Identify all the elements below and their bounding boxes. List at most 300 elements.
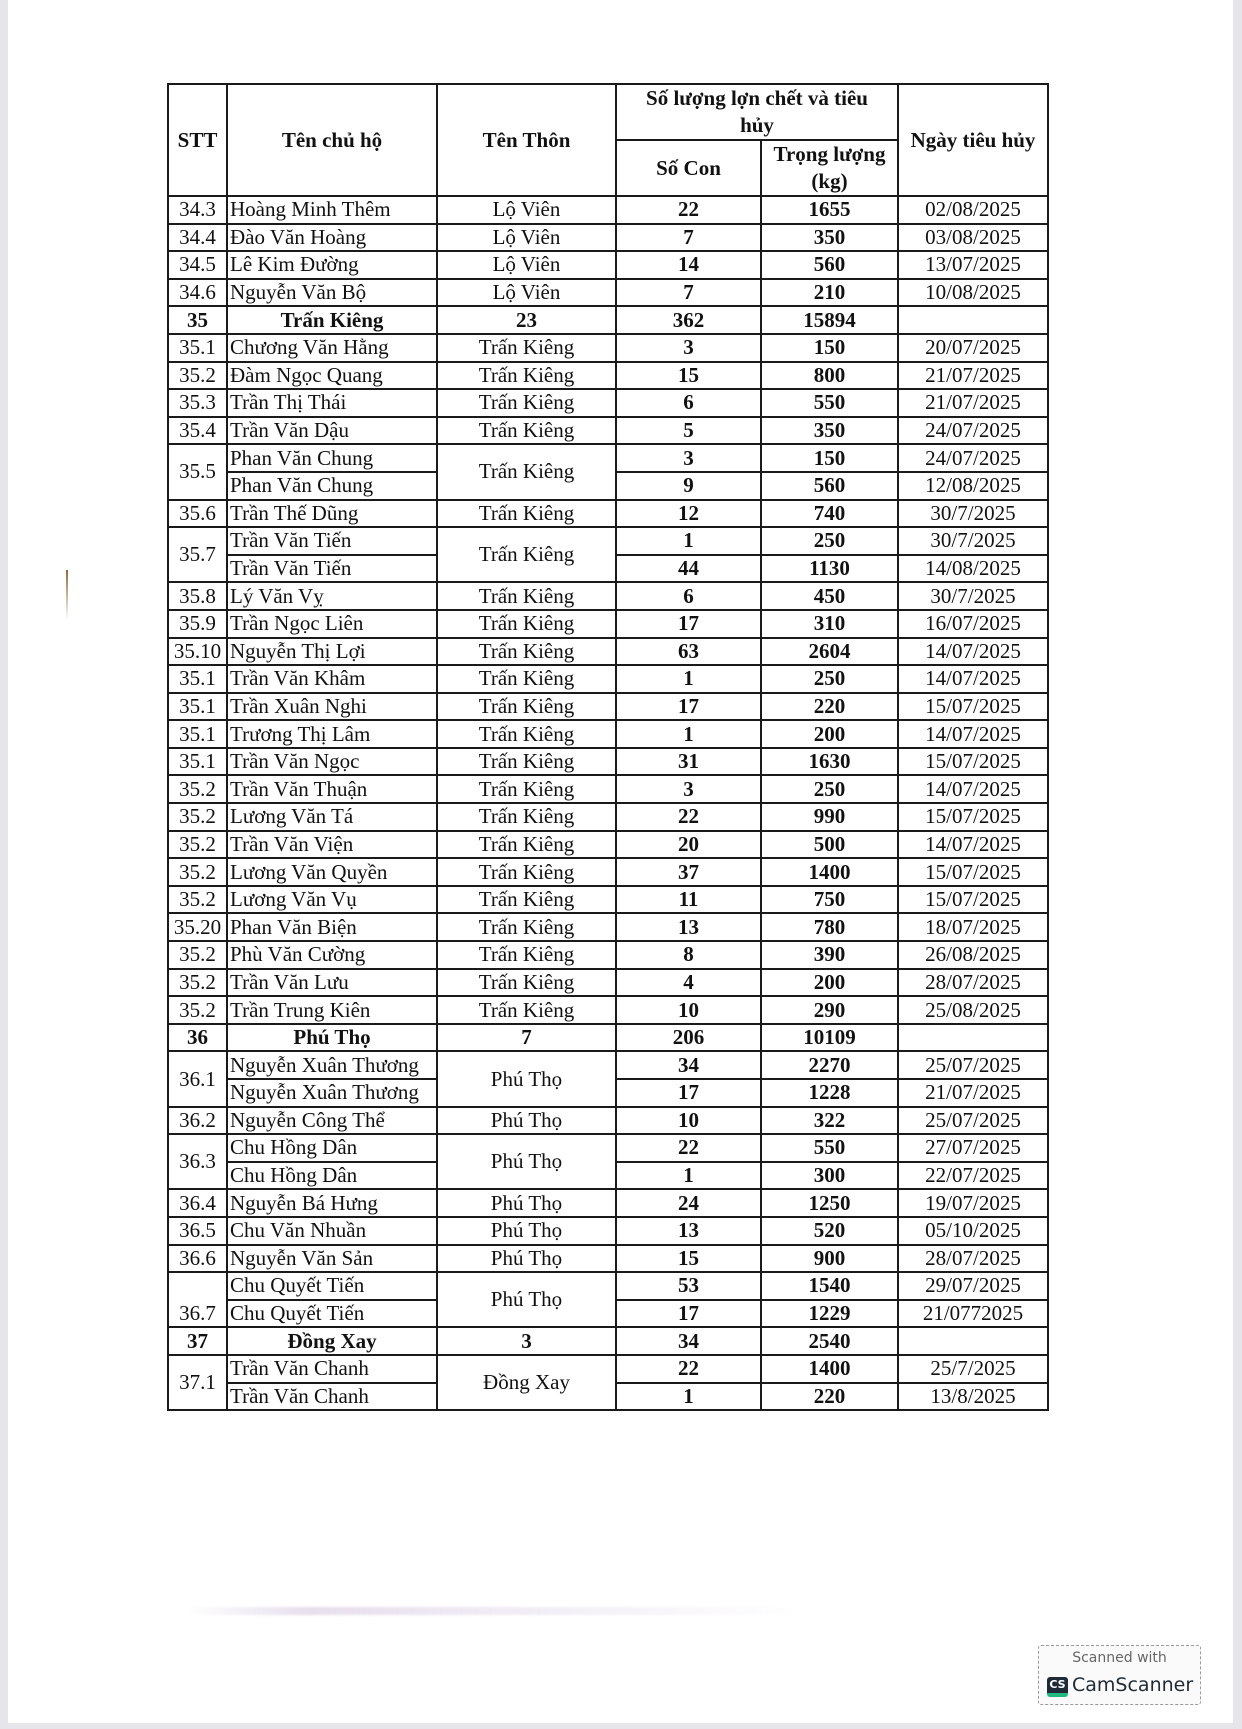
cell-count: 53	[616, 1272, 761, 1300]
cell-count: 22	[616, 803, 761, 831]
cell-stt: 36	[168, 1024, 227, 1052]
cell-weight: 520	[761, 1217, 898, 1245]
cell-weight: 740	[761, 500, 898, 528]
cell-weight: 1540	[761, 1272, 898, 1300]
cell-weight: 750	[761, 886, 898, 914]
cell-weight: 450	[761, 582, 898, 610]
cell-stt: 35.1	[168, 693, 227, 721]
table-body	[168, 196, 1048, 1410]
cell-stt: 35.7	[168, 527, 227, 582]
table-row	[168, 527, 1048, 555]
cell-village: Phú Thọ	[437, 1272, 616, 1327]
cell-date: 21/07/2025	[898, 362, 1048, 390]
cell-date: 18/07/2025	[898, 913, 1048, 941]
cell-village: Trấn Kiêng	[437, 941, 616, 969]
cell-owner-name: Lương Văn Vụ	[227, 886, 437, 914]
cell-stt: 35.8	[168, 582, 227, 610]
cell-count: 22	[616, 196, 761, 224]
cell-date: 15/07/2025	[898, 693, 1048, 721]
cell-weight: 300	[761, 1162, 898, 1190]
cell-village: Trấn Kiêng	[437, 969, 616, 997]
cell-weight: 200	[761, 720, 898, 748]
cell-weight: 2270	[761, 1051, 898, 1079]
cell-weight: 150	[761, 444, 898, 472]
cell-stt: 35.20	[168, 913, 227, 941]
header-count: Số Con	[616, 140, 761, 196]
cell-weight: 800	[761, 362, 898, 390]
cell-stt: 37.1	[168, 1355, 227, 1410]
table-row	[168, 941, 1048, 969]
scan-artifact-mark	[66, 570, 68, 620]
cell-village: Trấn Kiêng	[437, 775, 616, 803]
cell-weight: 10109	[761, 1024, 898, 1052]
table-row	[168, 251, 1048, 279]
cell-owner-name: Đào Văn Hoàng	[227, 224, 437, 252]
cell-weight: 1228	[761, 1079, 898, 1107]
cell-count: 1	[616, 720, 761, 748]
cell-date: 20/07/2025	[898, 334, 1048, 362]
cell-weight: 210	[761, 279, 898, 307]
cell-owner-name: Chương Văn Hằng	[227, 334, 437, 362]
cell-weight: 1250	[761, 1189, 898, 1217]
cell-stt: 35.1	[168, 720, 227, 748]
cell-count: 15	[616, 362, 761, 390]
cell-weight: 150	[761, 334, 898, 362]
camscanner-badge	[1038, 1645, 1201, 1705]
cell-owner-name: Đàm Ngọc Quang	[227, 362, 437, 390]
cell-stt: 34.6	[168, 279, 227, 307]
cell-village: Trấn Kiêng	[437, 417, 616, 445]
table-row	[168, 858, 1048, 886]
cell-weight: 220	[761, 693, 898, 721]
table-row	[168, 1217, 1048, 1245]
cell-stt: 36.5	[168, 1217, 227, 1245]
cell-stt: 35.1	[168, 665, 227, 693]
table-row	[168, 224, 1048, 252]
cell-village: Trấn Kiêng	[437, 720, 616, 748]
cell-count: 9	[616, 472, 761, 500]
cell-count: 22	[616, 1134, 761, 1162]
table-row	[168, 1107, 1048, 1135]
table-row	[168, 196, 1048, 224]
cell-count: 206	[616, 1024, 761, 1052]
cell-stt: 34.5	[168, 251, 227, 279]
cell-owner-name: Trần Văn Tiến	[227, 555, 437, 583]
table-row	[168, 1134, 1048, 1162]
cell-date: 16/07/2025	[898, 610, 1048, 638]
cell-date: 10/08/2025	[898, 279, 1048, 307]
table-row	[168, 444, 1048, 472]
cell-stt: 36.1	[168, 1051, 227, 1106]
cell-count: 13	[616, 1217, 761, 1245]
bottom-page-edge	[0, 1723, 1242, 1729]
cell-owner-name: Trần Thị Thái	[227, 389, 437, 417]
badge-brand: CamScanner	[1072, 1674, 1194, 1696]
scan-artifact-smear	[185, 1607, 805, 1615]
cell-date: 15/07/2025	[898, 858, 1048, 886]
table-row	[168, 389, 1048, 417]
cell-owner-name: Lê Kim Đường	[227, 251, 437, 279]
table-row	[168, 417, 1048, 445]
cell-owner-name: Chu Văn Nhuần	[227, 1217, 437, 1245]
cell-date: 15/07/2025	[898, 748, 1048, 776]
cell-date: 22/07/2025	[898, 1162, 1048, 1190]
cell-date: 26/08/2025	[898, 941, 1048, 969]
cell-count: 10	[616, 1107, 761, 1135]
cell-date: 30/7/2025	[898, 582, 1048, 610]
cell-village: Trấn Kiêng	[437, 527, 616, 582]
cell-weight: 1130	[761, 555, 898, 583]
cell-household-count: 23	[437, 306, 616, 334]
cell-village: Trấn Kiêng	[437, 444, 616, 499]
cell-date: 14/07/2025	[898, 638, 1048, 666]
cell-date: 14/07/2025	[898, 720, 1048, 748]
cell-stt: 35	[168, 306, 227, 334]
cell-stt: 36.6	[168, 1245, 227, 1273]
cell-date: 12/08/2025	[898, 472, 1048, 500]
cell-stt: 35.2	[168, 969, 227, 997]
camscanner-logo-icon: CS	[1047, 1677, 1068, 1697]
cell-village: Lộ Viên	[437, 196, 616, 224]
cell-count: 31	[616, 748, 761, 776]
group-summary-row	[168, 1024, 1048, 1052]
cell-weight: 560	[761, 472, 898, 500]
cell-stt: 35.2	[168, 362, 227, 390]
cell-date: 30/7/2025	[898, 500, 1048, 528]
cell-count: 5	[616, 417, 761, 445]
cell-weight: 322	[761, 1107, 898, 1135]
cell-owner-name: Chu Hồng Dân	[227, 1134, 437, 1162]
cell-stt: 35.2	[168, 803, 227, 831]
cell-count: 17	[616, 693, 761, 721]
cell-count: 4	[616, 969, 761, 997]
cell-date: 15/07/2025	[898, 886, 1048, 914]
table-row	[168, 500, 1048, 528]
cell-date: 25/07/2025	[898, 1107, 1048, 1135]
cell-owner-name: Trần Văn Viện	[227, 831, 437, 859]
cell-date: 05/10/2025	[898, 1217, 1048, 1245]
group-summary-row	[168, 306, 1048, 334]
cell-owner-name: Phan Văn Chung	[227, 472, 437, 500]
cell-village: Phú Thọ	[437, 1051, 616, 1106]
table-row	[168, 610, 1048, 638]
cell-owner-name: Trần Văn Chanh	[227, 1355, 437, 1383]
cell-village: Phú Thọ	[437, 1189, 616, 1217]
cell-owner-name: Phan Văn Biện	[227, 913, 437, 941]
right-page-edge	[1233, 0, 1242, 1729]
cell-count: 1	[616, 665, 761, 693]
cell-weight: 250	[761, 665, 898, 693]
cell-stt: 35.6	[168, 500, 227, 528]
badge-scanned-with: Scanned with	[1072, 1650, 1167, 1666]
cell-village: Trấn Kiêng	[437, 638, 616, 666]
cell-village: Trấn Kiêng	[437, 500, 616, 528]
cell-village: Lộ Viên	[437, 279, 616, 307]
table-row	[168, 913, 1048, 941]
cell-count: 15	[616, 1245, 761, 1273]
header-owner: Tên chủ hộ	[227, 84, 437, 196]
cell-village: Trấn Kiêng	[437, 913, 616, 941]
cell-stt: 35.9	[168, 610, 227, 638]
cell-date: 02/08/2025	[898, 196, 1048, 224]
cell-group-name: Phú Thọ	[227, 1024, 437, 1052]
cell-count: 17	[616, 1079, 761, 1107]
cell-village: Phú Thọ	[437, 1107, 616, 1135]
cell-stt: 35.1	[168, 748, 227, 776]
cell-owner-name: Hoàng Minh Thêm	[227, 196, 437, 224]
cell-village: Trấn Kiêng	[437, 693, 616, 721]
cell-count: 63	[616, 638, 761, 666]
table-row	[168, 665, 1048, 693]
cell-date: 21/0772025	[898, 1300, 1048, 1328]
cell-date: 15/07/2025	[898, 803, 1048, 831]
cell-weight: 2540	[761, 1327, 898, 1355]
cell-weight: 390	[761, 941, 898, 969]
table-row	[168, 693, 1048, 721]
cell-stt: 35.5	[168, 444, 227, 499]
cell-owner-name: Lý Văn Vỵ	[227, 582, 437, 610]
table-row	[168, 1051, 1048, 1079]
header-group: Số lượng lợn chết và tiêu hủy	[616, 84, 898, 140]
cell-date: 25/07/2025	[898, 1051, 1048, 1079]
cell-owner-name: Lương Văn Quyền	[227, 858, 437, 886]
cell-count: 17	[616, 1300, 761, 1328]
cell-owner-name: Nguyễn Bá Hưng	[227, 1189, 437, 1217]
cell-date: 13/8/2025	[898, 1383, 1048, 1411]
cell-village: Trấn Kiêng	[437, 886, 616, 914]
cell-date	[898, 306, 1048, 334]
cell-village: Đồng Xay	[437, 1355, 616, 1410]
cell-count: 44	[616, 555, 761, 583]
cell-stt: 37	[168, 1327, 227, 1355]
table-row	[168, 1189, 1048, 1217]
cell-count: 7	[616, 224, 761, 252]
cell-date: 21/07/2025	[898, 1079, 1048, 1107]
cell-village: Trấn Kiêng	[437, 334, 616, 362]
cell-weight: 900	[761, 1245, 898, 1273]
cell-owner-name: Trần Văn Chanh	[227, 1383, 437, 1411]
cell-village: Trấn Kiêng	[437, 610, 616, 638]
cell-count: 6	[616, 582, 761, 610]
cell-weight: 350	[761, 417, 898, 445]
cell-count: 20	[616, 831, 761, 859]
cell-stt: 35.2	[168, 831, 227, 859]
cell-owner-name: Trần Văn Lưu	[227, 969, 437, 997]
cell-count: 362	[616, 306, 761, 334]
cell-village: Trấn Kiêng	[437, 996, 616, 1024]
cell-stt: 35.2	[168, 775, 227, 803]
group-summary-row	[168, 1327, 1048, 1355]
cell-owner-name: Trần Thế Dũng	[227, 500, 437, 528]
cell-village: Trấn Kiêng	[437, 582, 616, 610]
cell-count: 1	[616, 1162, 761, 1190]
cell-weight: 200	[761, 969, 898, 997]
cell-stt: 35.2	[168, 941, 227, 969]
cell-date: 19/07/2025	[898, 1189, 1048, 1217]
cell-date: 14/07/2025	[898, 665, 1048, 693]
cell-weight: 500	[761, 831, 898, 859]
cell-village: Phú Thọ	[437, 1134, 616, 1189]
header-stt: STT	[168, 84, 227, 196]
cell-date: 21/07/2025	[898, 389, 1048, 417]
cell-count: 3	[616, 334, 761, 362]
cell-weight: 290	[761, 996, 898, 1024]
cell-village: Lộ Viên	[437, 224, 616, 252]
cell-count: 1	[616, 1383, 761, 1411]
cell-owner-name: Trần Văn Ngọc	[227, 748, 437, 776]
cell-owner-name: Trần Văn Thuận	[227, 775, 437, 803]
table-row	[168, 886, 1048, 914]
cell-weight: 220	[761, 1383, 898, 1411]
cell-village: Trấn Kiêng	[437, 389, 616, 417]
table-row	[168, 803, 1048, 831]
cell-weight: 310	[761, 610, 898, 638]
cell-date: 14/07/2025	[898, 775, 1048, 803]
cell-stt: 34.3	[168, 196, 227, 224]
cell-owner-name: Nguyễn Văn Bộ	[227, 279, 437, 307]
cell-stt: 34.4	[168, 224, 227, 252]
cell-owner-name: Trần Trung Kiên	[227, 996, 437, 1024]
cell-stt: 35.10	[168, 638, 227, 666]
cell-count: 6	[616, 389, 761, 417]
table-row	[168, 334, 1048, 362]
cell-date: 13/07/2025	[898, 251, 1048, 279]
cell-weight: 1655	[761, 196, 898, 224]
cell-village: Lộ Viên	[437, 251, 616, 279]
cell-weight: 2604	[761, 638, 898, 666]
cell-owner-name: Nguyễn Xuân Thương	[227, 1079, 437, 1107]
cell-stt: 35.2	[168, 886, 227, 914]
cell-stt: 35.2	[168, 858, 227, 886]
cell-date	[898, 1024, 1048, 1052]
header-village: Tên Thôn	[437, 84, 616, 196]
cell-stt: 35.2	[168, 996, 227, 1024]
cell-date: 03/08/2025	[898, 224, 1048, 252]
cell-date	[898, 1327, 1048, 1355]
table-row	[168, 831, 1048, 859]
cell-date: 24/07/2025	[898, 417, 1048, 445]
cell-owner-name: Nguyễn Công Thể	[227, 1107, 437, 1135]
cell-count: 17	[616, 610, 761, 638]
cell-count: 1	[616, 527, 761, 555]
table-row	[168, 279, 1048, 307]
cell-weight: 1229	[761, 1300, 898, 1328]
cell-count: 7	[616, 279, 761, 307]
cell-village: Trấn Kiêng	[437, 858, 616, 886]
table-row	[168, 362, 1048, 390]
cell-owner-name: Lương Văn Tá	[227, 803, 437, 831]
cell-date: 24/07/2025	[898, 444, 1048, 472]
cell-date: 30/7/2025	[898, 527, 1048, 555]
cell-owner-name: Chu Quyết Tiến	[227, 1300, 437, 1328]
cell-date: 25/7/2025	[898, 1355, 1048, 1383]
cell-count: 10	[616, 996, 761, 1024]
cell-date: 14/08/2025	[898, 555, 1048, 583]
cell-stt: 36.3	[168, 1134, 227, 1189]
cell-count: 8	[616, 941, 761, 969]
cell-village: Trấn Kiêng	[437, 362, 616, 390]
cell-weight: 15894	[761, 306, 898, 334]
cell-owner-name: Nguyễn Thị Lợi	[227, 638, 437, 666]
cell-household-count: 3	[437, 1327, 616, 1355]
cell-stt: 36.7	[168, 1272, 227, 1327]
cell-village: Trấn Kiêng	[437, 803, 616, 831]
cell-owner-name: Trần Xuân Nghi	[227, 693, 437, 721]
cell-owner-name: Chu Hồng Dân	[227, 1162, 437, 1190]
cell-weight: 550	[761, 389, 898, 417]
table-row	[168, 775, 1048, 803]
table-row	[168, 969, 1048, 997]
cell-count: 11	[616, 886, 761, 914]
table-row	[168, 748, 1048, 776]
livestock-disposal-table	[167, 83, 1049, 1411]
cell-count: 22	[616, 1355, 761, 1383]
cell-owner-name: Trần Văn Khâm	[227, 665, 437, 693]
table-row	[168, 638, 1048, 666]
cell-owner-name: Nguyễn Văn Sản	[227, 1245, 437, 1273]
table-row	[168, 996, 1048, 1024]
cell-count: 13	[616, 913, 761, 941]
cell-date: 25/08/2025	[898, 996, 1048, 1024]
cell-village: Phú Thọ	[437, 1217, 616, 1245]
cell-owner-name: Trần Văn Dậu	[227, 417, 437, 445]
cell-weight: 1400	[761, 858, 898, 886]
cell-count: 24	[616, 1189, 761, 1217]
cell-owner-name: Phan Văn Chung	[227, 444, 437, 472]
cell-group-name: Trấn Kiêng	[227, 306, 437, 334]
cell-count: 12	[616, 500, 761, 528]
cell-stt: 35.3	[168, 389, 227, 417]
header-weight: Trọng lượng (kg)	[761, 140, 898, 196]
cell-weight: 250	[761, 527, 898, 555]
cell-owner-name: Phù Văn Cường	[227, 941, 437, 969]
cell-count: 34	[616, 1051, 761, 1079]
cell-date: 28/07/2025	[898, 1245, 1048, 1273]
cell-owner-name: Trần Văn Tiến	[227, 527, 437, 555]
cell-count: 3	[616, 775, 761, 803]
cell-weight: 1400	[761, 1355, 898, 1383]
cell-household-count: 7	[437, 1024, 616, 1052]
cell-stt: 36.4	[168, 1189, 227, 1217]
cell-weight: 560	[761, 251, 898, 279]
table-row	[168, 1272, 1048, 1300]
cell-count: 34	[616, 1327, 761, 1355]
cell-weight: 550	[761, 1134, 898, 1162]
cell-weight: 250	[761, 775, 898, 803]
cell-date: 29/07/2025	[898, 1272, 1048, 1300]
cell-owner-name: Trương Thị Lâm	[227, 720, 437, 748]
cell-date: 14/07/2025	[898, 831, 1048, 859]
cell-group-name: Đồng Xay	[227, 1327, 437, 1355]
cell-village: Trấn Kiêng	[437, 831, 616, 859]
cell-village: Trấn Kiêng	[437, 665, 616, 693]
table-row	[168, 1245, 1048, 1273]
cell-owner-name: Chu Quyết Tiến	[227, 1272, 437, 1300]
table-row	[168, 582, 1048, 610]
cell-village: Phú Thọ	[437, 1245, 616, 1273]
cell-owner-name: Trần Ngọc Liên	[227, 610, 437, 638]
table-row	[168, 1355, 1048, 1383]
cell-stt: 35.4	[168, 417, 227, 445]
cell-stt: 36.2	[168, 1107, 227, 1135]
cell-stt: 35.1	[168, 334, 227, 362]
cell-weight: 990	[761, 803, 898, 831]
cell-owner-name: Nguyễn Xuân Thương	[227, 1051, 437, 1079]
cell-count: 14	[616, 251, 761, 279]
cell-count: 37	[616, 858, 761, 886]
cell-village: Trấn Kiêng	[437, 748, 616, 776]
cell-weight: 780	[761, 913, 898, 941]
